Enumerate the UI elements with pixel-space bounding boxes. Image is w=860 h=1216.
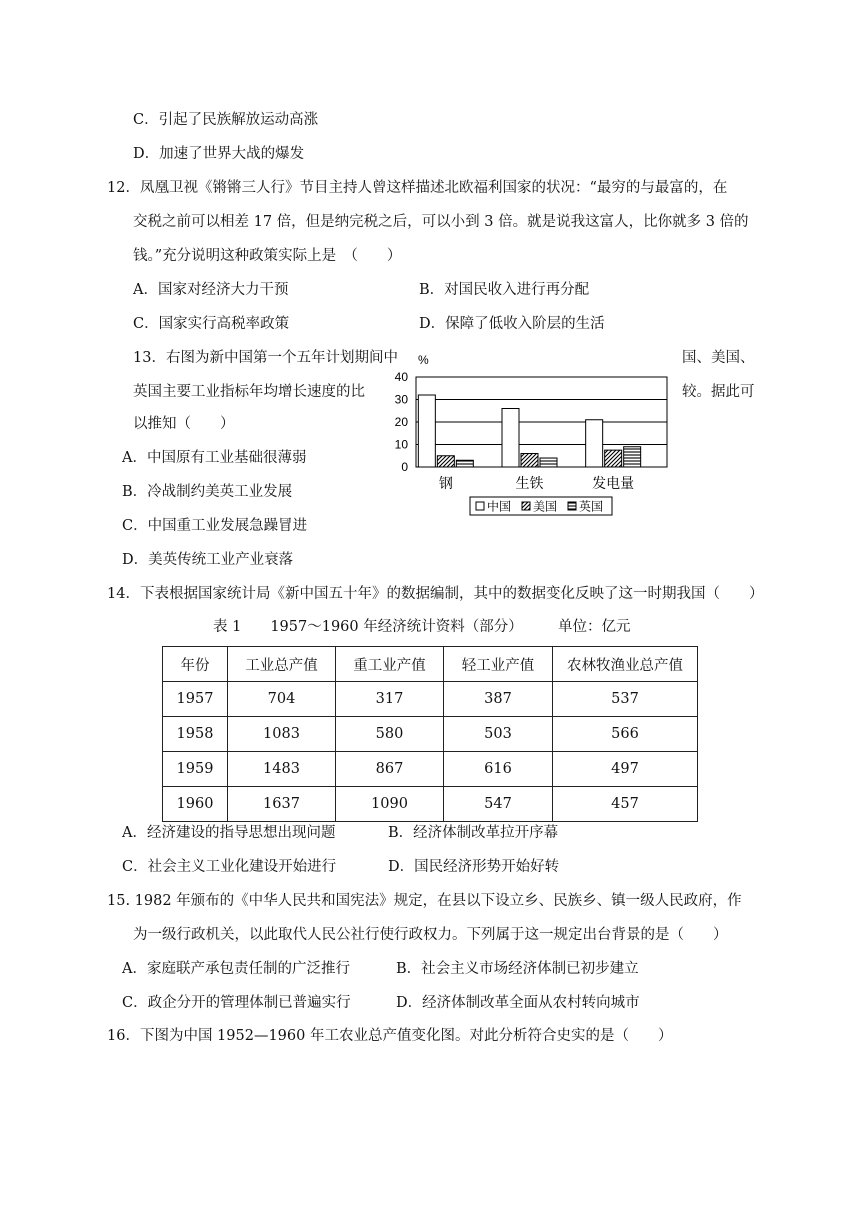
table-header-cell: 年份 <box>163 647 228 682</box>
q15-option-c: C．政企分开的管理体制已普遍实行 <box>122 995 351 1011</box>
table-cell: 1960 <box>163 787 228 822</box>
bar <box>624 447 641 467</box>
bar <box>605 450 622 467</box>
bar <box>456 460 473 467</box>
legend-label: 英国 <box>579 499 604 514</box>
q15-option-d: D．经济体制改革全面从农村转向城市 <box>396 995 640 1011</box>
table-cell: 1083 <box>228 717 336 752</box>
q11-option-d: D．加速了世界大战的爆发 <box>133 146 305 162</box>
q13-option-b: B．冷战制约美英工业发展 <box>122 484 293 500</box>
table-unit: 单位：亿元 <box>558 619 631 635</box>
q12-stem-line1: 12．凤凰卫视《锵锵三人行》节目主持人曾这样描述北欧福利国家的状况：“最穷的与最富的，在 <box>107 180 728 196</box>
q15-option-a: A．家庭联产承包责任制的广泛推行 <box>122 961 350 977</box>
q14-stem: 14．下表根据国家统计局《新中国五十年》的数据编制，其中的数据变化反映了这一时期我国（ ） <box>107 586 764 602</box>
table-cell: 704 <box>228 682 336 717</box>
y-tick-label: 30 <box>394 392 408 407</box>
legend-swatch <box>568 502 576 510</box>
table-cell: 1483 <box>228 752 336 787</box>
table-cell: 547 <box>444 787 553 822</box>
table-cell: 1958 <box>163 717 228 752</box>
table-cell: 616 <box>444 752 553 787</box>
legend-label: 美国 <box>533 499 558 514</box>
table-cell: 867 <box>336 752 444 787</box>
table-header-cell: 工业总产值 <box>228 647 336 682</box>
bar <box>418 395 435 467</box>
q12-stem-line3: 钱。”充分说明这种政策实际上是 （ ） <box>133 248 402 264</box>
q13-stem-line2-left: 英国主要工业指标年均增长速度的比 <box>133 384 365 400</box>
y-unit-label: % <box>418 353 429 367</box>
table-cell: 1090 <box>336 787 444 822</box>
q14-option-a: A．经济建设的指导思想出现问题 <box>122 825 336 841</box>
table-cell: 457 <box>553 787 698 822</box>
q14-option-c: C．社会主义工业化建设开始进行 <box>122 859 337 875</box>
q13-option-a: A．中国原有工业基础很薄弱 <box>122 450 307 466</box>
table-header-cell: 重工业产值 <box>336 647 444 682</box>
q13-stem-line3: 以推知（ ） <box>133 416 235 432</box>
q15-stem-line2: 为一级行政机关，以此取代人民公社行使行政权力。下列属于这一规定出台背景的是（ ） <box>133 927 728 943</box>
table-caption: 表 1 1957～1960 年经济统计资料（部分） <box>213 619 523 635</box>
q12-option-d: D．保障了低收入阶层的生活 <box>419 316 605 332</box>
table-cell: 1637 <box>228 787 336 822</box>
table-header-cell: 轻工业产值 <box>444 647 553 682</box>
q15-stem-line1: 15. 1982 年颁布的《中华人民共和国宪法》规定，在县以下设立乡、民族乡、镇一级人民政府，作 <box>107 893 742 909</box>
table-cell: 503 <box>444 717 553 752</box>
q13-stem-line1-left: 13．右图为新中国第一个五年计划期间中 <box>133 350 398 366</box>
y-tick-label: 40 <box>394 370 408 384</box>
table-cell: 387 <box>444 682 553 717</box>
q14-option-b: B．经济体制改革拉开序幕 <box>388 825 559 841</box>
legend-swatch <box>522 502 530 510</box>
x-category-label: 生铁 <box>515 476 544 492</box>
q11-option-c: C．引起了民族解放运动高涨 <box>133 112 319 128</box>
q12-option-b: B．对国民收入进行再分配 <box>419 282 590 298</box>
q16-stem: 16．下图为中国 1952—1960 年工农业总产值变化图。对此分析符合史实的是（ ） <box>107 1028 673 1044</box>
legend-label: 中国 <box>487 499 512 514</box>
table-cell: 497 <box>553 752 698 787</box>
table-row <box>163 787 698 822</box>
y-tick-label: 0 <box>401 460 408 474</box>
table-cell: 580 <box>336 717 444 752</box>
bar <box>502 409 519 468</box>
q13-stem-line1-right: 国、美国、 <box>682 350 755 366</box>
economic-statistics-table <box>162 646 698 822</box>
y-tick-label: 20 <box>394 415 408 429</box>
q13-option-c: C．中国重工业发展急躁冒进 <box>122 518 308 534</box>
q12-option-a: A．国家对经济大力干预 <box>133 282 289 298</box>
bar <box>521 454 538 468</box>
q12-stem-line2: 交税之前可以相差 17 倍，但是纳完税之后，可以小到 3 倍。就是说我这富人，比你就多 3 倍的 <box>133 214 749 230</box>
industry-growth-bar-chart <box>384 346 684 518</box>
q15-option-b: B．社会主义市场经济体制已初步建立 <box>396 961 639 977</box>
table-cell: 537 <box>553 682 698 717</box>
bar <box>586 420 603 467</box>
x-category-label: 钢 <box>438 476 453 492</box>
table-cell: 317 <box>336 682 444 717</box>
table-header-cell: 农林牧渔业总产值 <box>553 647 698 682</box>
legend-swatch <box>476 502 484 510</box>
q13-option-d: D．美英传统工业产业衰落 <box>122 552 294 568</box>
table-row <box>163 717 698 752</box>
x-category-label: 发电量 <box>592 476 635 492</box>
table-cell: 1959 <box>163 752 228 787</box>
q13-stem-line2-right: 较。据此可 <box>682 384 755 400</box>
table-header-row <box>163 647 698 682</box>
bar <box>437 456 454 467</box>
table-row <box>163 752 698 787</box>
q12-option-c: C．国家实行高税率政策 <box>133 316 290 332</box>
table-cell: 1957 <box>163 682 228 717</box>
table-cell: 566 <box>553 717 698 752</box>
bar <box>540 458 557 467</box>
table-row <box>163 682 698 717</box>
q14-option-d: D．国民经济形势开始好转 <box>388 859 560 875</box>
y-tick-label: 10 <box>394 437 408 452</box>
